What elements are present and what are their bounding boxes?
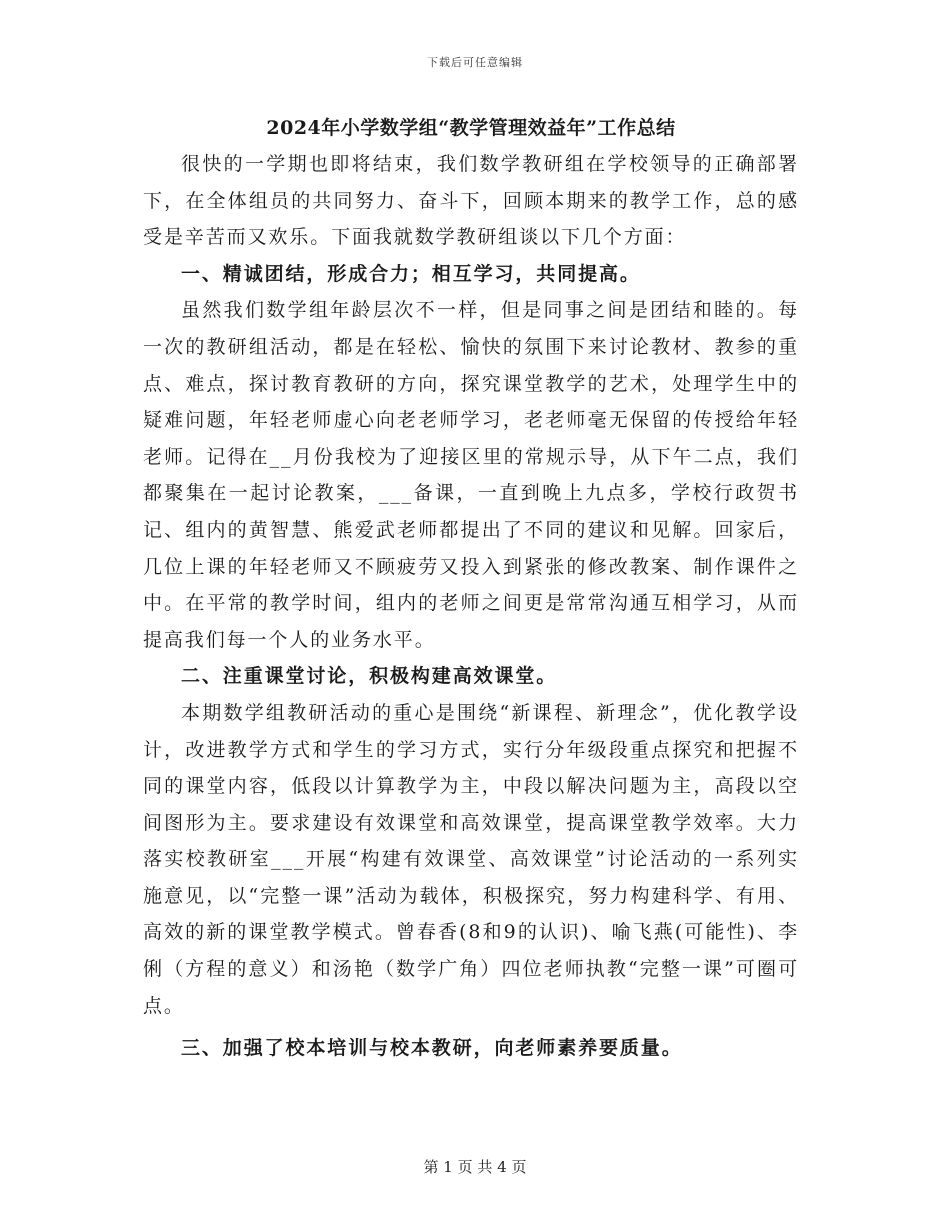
intro-paragraph: 很快的一学期也即将结束，我们数学教研组在学校领导的正确部署下，在全体组员的共同努力、奋斗下，回顾本期来的教学工作，总的感受是辛苦而又欢乐。下面我就数学教研组谈以下几个方面： xyxy=(143,153,799,249)
section-2-heading: 二、注重课堂讨论，积极构建高效课堂。 xyxy=(181,665,558,688)
document-title: 2024年小学数学组“教学管理效益年”工作总结 xyxy=(266,117,676,139)
header-note: 下载后可任意编辑 xyxy=(427,56,523,69)
section-3-heading: 三、加强了校本培训与校本教研，向老师素养要质量。 xyxy=(181,1037,683,1060)
section-1-heading: 一、精诚团结，形成合力；相互学习，共同提高。 xyxy=(181,262,641,285)
section-2-paragraph: 本期数学组教研活动的重心是围绕“新课程、新理念”，优化教学设计，改进教学方式和学生的学习方式，实行分年级段重点探究和把握不同的课堂内容，低段以计算教学为主，中段以解决问题为主，高段以空间图形为主。要求建设有效课堂和高效课堂，提高课堂教学效率。大力落实校教研室___开展“构建有效课堂、高效课堂”讨论活动的一系列实施意见，以“完整一课”活动为载体，积极探究，努力构建科学、有用、高效的新的课堂教学模式。曾春香(8和9的认识)、喻飞燕(可能性)、李俐（方程的意义）和汤艳（数学广角）四位老师执教“完整一课”可圈可点。 xyxy=(143,701,799,1017)
document-body xyxy=(143,110,799,1067)
section-1-paragraph: 虽然我们数学组年龄层次不一样，但是同事之间是团结和睦的。每一次的教研组活动，都是在轻松、愉快的氛围下来讨论教材、教参的重点、难点，探讨教育教研的方向，探究课堂教学的艺术，处理学生中的疑难问题，年轻老师虚心向老老师学习，老老师毫无保留的传授给年轻老师。记得在__月份我校为了迎接区里的常规示导，从下午二点，我们都聚集在一起讨论教案，___备课，一直到晚上九点多，学校行政贺书记、组内的黄智慧、熊爱武老师都提出了不同的建议和见解。回家后，几位上课的年轻老师又不顾疲劳又投入到紧张的修改教案、制作课件之中。在平常的教学时间，组内的老师之间更是常常沟通互相学习，从而提高我们每一个人的业务水平。 xyxy=(143,299,799,651)
page-footer: 第 1 页 共 4 页 xyxy=(423,1158,527,1176)
